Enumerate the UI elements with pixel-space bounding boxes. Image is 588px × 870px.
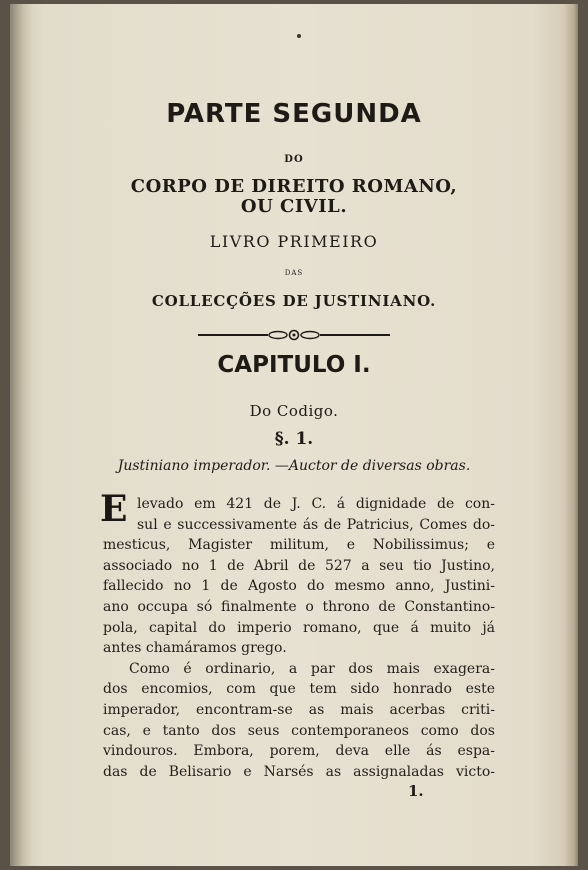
heading-corpo: CORPO DE DIREITO ROMANO, <box>130 176 458 197</box>
book-page <box>10 4 578 866</box>
ink-spot <box>297 34 301 38</box>
text-line: pola, capital do imperio romano, que á muito já <box>103 619 495 636</box>
part-title: PARTE SEGUNDA <box>166 99 422 129</box>
heading-das: DAS <box>284 269 304 277</box>
text-line: cas, e tanto dos seus contemporaneos como dos <box>103 722 495 739</box>
body-text <box>100 488 495 782</box>
text-line: ano occupa só finalmente o throno de Constantino- <box>103 598 495 615</box>
section-summary: Justiniano imperador. —Auctor de diversas obras. <box>117 458 471 474</box>
signature-mark: 1. <box>408 782 424 800</box>
heading-livro: LIVRO PRIMEIRO <box>209 232 379 251</box>
text-line: associado no 1 de Abril de 527 a seu tio Justino, <box>103 557 495 574</box>
text-line: levado em 421 de J. C. á dignidade de con- <box>137 496 495 512</box>
text-line: sul e successivamente ás de Patricius, Comes do- <box>137 516 495 533</box>
text-line: fallecido no 1 de Agosto do mesmo anno, Justini- <box>103 578 495 595</box>
ornamental-rule <box>198 328 390 342</box>
text-line: dos encomios, com que tem sido honrado este <box>103 681 495 698</box>
drop-cap: E <box>100 488 128 530</box>
heading-colleccoes: COLLECÇÕES DE JUSTINIANO. <box>151 292 437 310</box>
text-line: vindouros. Embora, porem, deva elle ás espa- <box>103 743 495 760</box>
chapter-title: CAPITULO I. <box>217 352 371 378</box>
text-line: imperador, encontram-se as mais acerbas criti- <box>103 701 495 718</box>
chapter-subtitle: Do Codigo. <box>249 402 339 420</box>
section-number: §. 1. <box>274 429 314 449</box>
text-line: mesticus, Magister militum, e Nobilissimus; e <box>103 537 495 554</box>
heading-do: DO <box>284 154 304 165</box>
heading-civil: OU CIVIL. <box>240 196 348 217</box>
text-line: Como é ordinario, a par dos mais exagera- <box>129 660 495 677</box>
text-line: das de Belisario e Narsés as assignaladas victo- <box>103 763 495 780</box>
text-line: antes chamáramos grego. <box>103 640 287 657</box>
